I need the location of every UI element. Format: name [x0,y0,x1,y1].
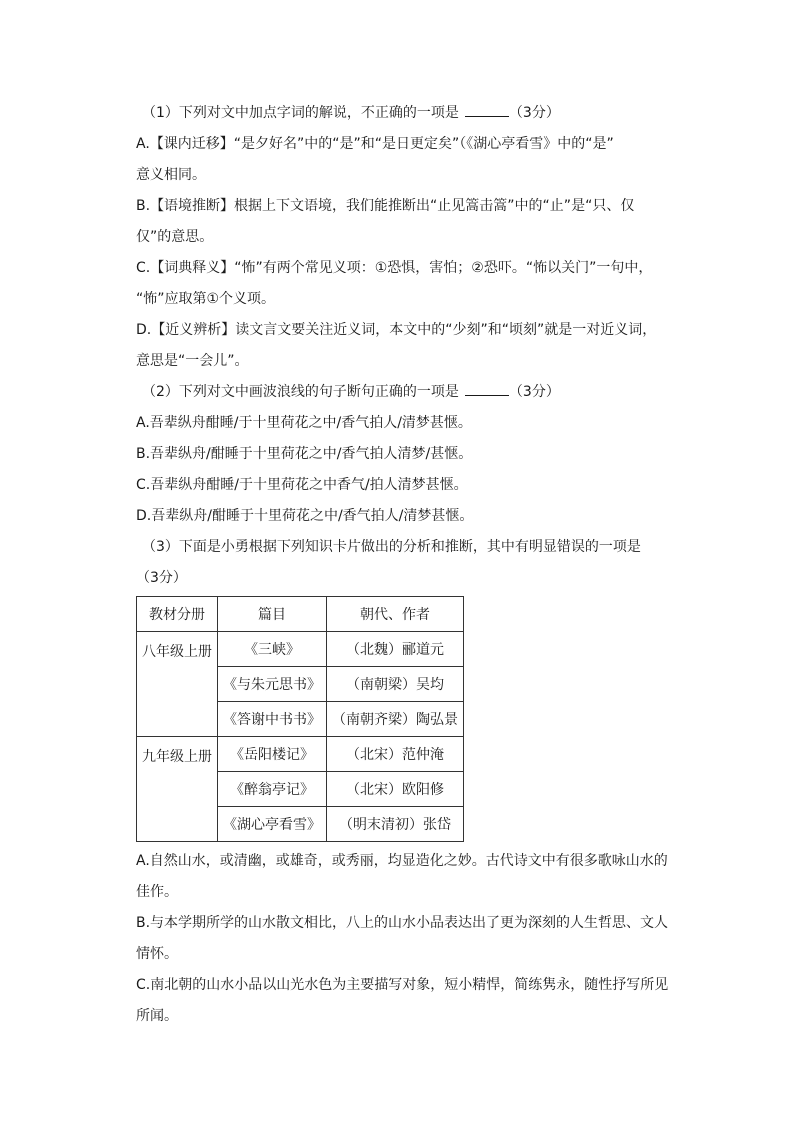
title-cell: 《与朱元思书》 [218,667,327,702]
q1-answer-blank[interactable] [465,104,509,117]
title-cell: 《湖心亭看雪》 [218,807,327,842]
header-author: 朝代、作者 [327,597,464,632]
q2-option-d: D.吾辈纵舟/酣睡于十里荷花之中/香气拍人/清梦甚惬。 [136,508,474,524]
q1-option-c-line1: C.【词典释义】“怖”有两个常见义项：①恐惧，害怕；②恐吓。“怖以关门”一句中， [136,260,653,276]
q1-stem-text: （1）下列对文中加点字词的解说，不正确的一项是 [142,105,459,121]
q2-stem-text: （2）下列对文中画波浪线的句子断句正确的一项是 [142,384,459,400]
q3-option-c-line1: C.南北朝的山水小品以山光水色为主要描写对象，短小精悍，简练隽永，随性抒写所见 [136,977,669,993]
q2-option-c: C.吾辈纵舟酣睡/于十里荷花之中香气/拍人清梦甚惬。 [136,477,468,493]
q2-stem [136,377,676,408]
q1-score: （3分） [508,105,560,121]
q1-option-d-line2: 意思是“一会儿”。 [136,353,249,369]
author-cell: （北宋）范仲淹 [327,737,464,772]
q1-stem [136,98,676,129]
grade-cell: 八年级上册 [137,632,218,737]
q2-option-a: A.吾辈纵舟酣睡/于十里荷花之中/香气拍人/清梦甚惬。 [136,415,472,431]
title-cell: 《答谢中书书》 [218,702,327,737]
q2-option-b: B.吾辈纵舟/酣睡于十里荷花之中/香气拍人清梦/甚惬。 [136,446,473,462]
q3-stem-line2: （3分） [136,570,187,586]
q3-stem-line1: （3）下面是小勇根据下列知识卡片做出的分析和推断，其中有明显错误的一项是 [142,539,641,555]
q3-option-a-line1: A.自然山水，或清幽，或雄奇，或秀丽，均显造化之妙。古代诗文中有很多歌咏山水的 [136,853,668,869]
q2-score: （3分） [508,384,560,400]
q3-option-c-line2: 所闻。 [136,1008,178,1024]
q1-option-c-line2: “怖”应取第①个义项。 [136,291,276,307]
q1-option-b-line1: B.【语境推断】根据上下文语境，我们能推断出“止见篙击篙”中的“止”是“只、仅 [136,198,635,214]
author-cell: （南朝齐梁）陶弘景 [327,702,464,737]
author-cell: （南朝梁）吴均 [327,667,464,702]
table-header-row [137,597,464,632]
table-row [137,632,464,667]
table-row [137,737,464,772]
q3-option-b-line1: B.与本学期所学的山水散文相比，八上的山水小品表达出了更为深刻的人生哲思、文人 [136,915,669,931]
q1-option-d-line1: D.【近义辨析】读文言文要关注近义词，本文中的“少刻”和“顷刻”就是一对近义词， [136,322,657,338]
document-page [136,98,676,1032]
q1-option-b-line2: 仅”的意思。 [136,229,214,245]
q3-option-a-line2: 佳作。 [136,884,178,900]
q1-option-a-line1: A.【课内迁移】“是夕好名”中的“是”和“是日更定矣”（《湖心亭看雪》中的“是” [136,136,614,152]
header-grade: 教材分册 [137,597,218,632]
title-cell: 《醉翁亭记》 [218,772,327,807]
header-title: 篇目 [218,597,327,632]
title-cell: 《岳阳楼记》 [218,737,327,772]
q2-answer-blank[interactable] [465,383,509,396]
q3-option-b-line2: 情怀。 [136,946,178,962]
grade-cell: 九年级上册 [137,737,218,842]
q1-option-a-line2: 意义相同。 [136,167,206,183]
author-cell: （北宋）欧阳修 [327,772,464,807]
author-cell: （北魏）郦道元 [327,632,464,667]
author-cell: （明末清初）张岱 [327,807,464,842]
title-cell: 《三峡》 [218,632,327,667]
knowledge-card-table [136,596,464,842]
